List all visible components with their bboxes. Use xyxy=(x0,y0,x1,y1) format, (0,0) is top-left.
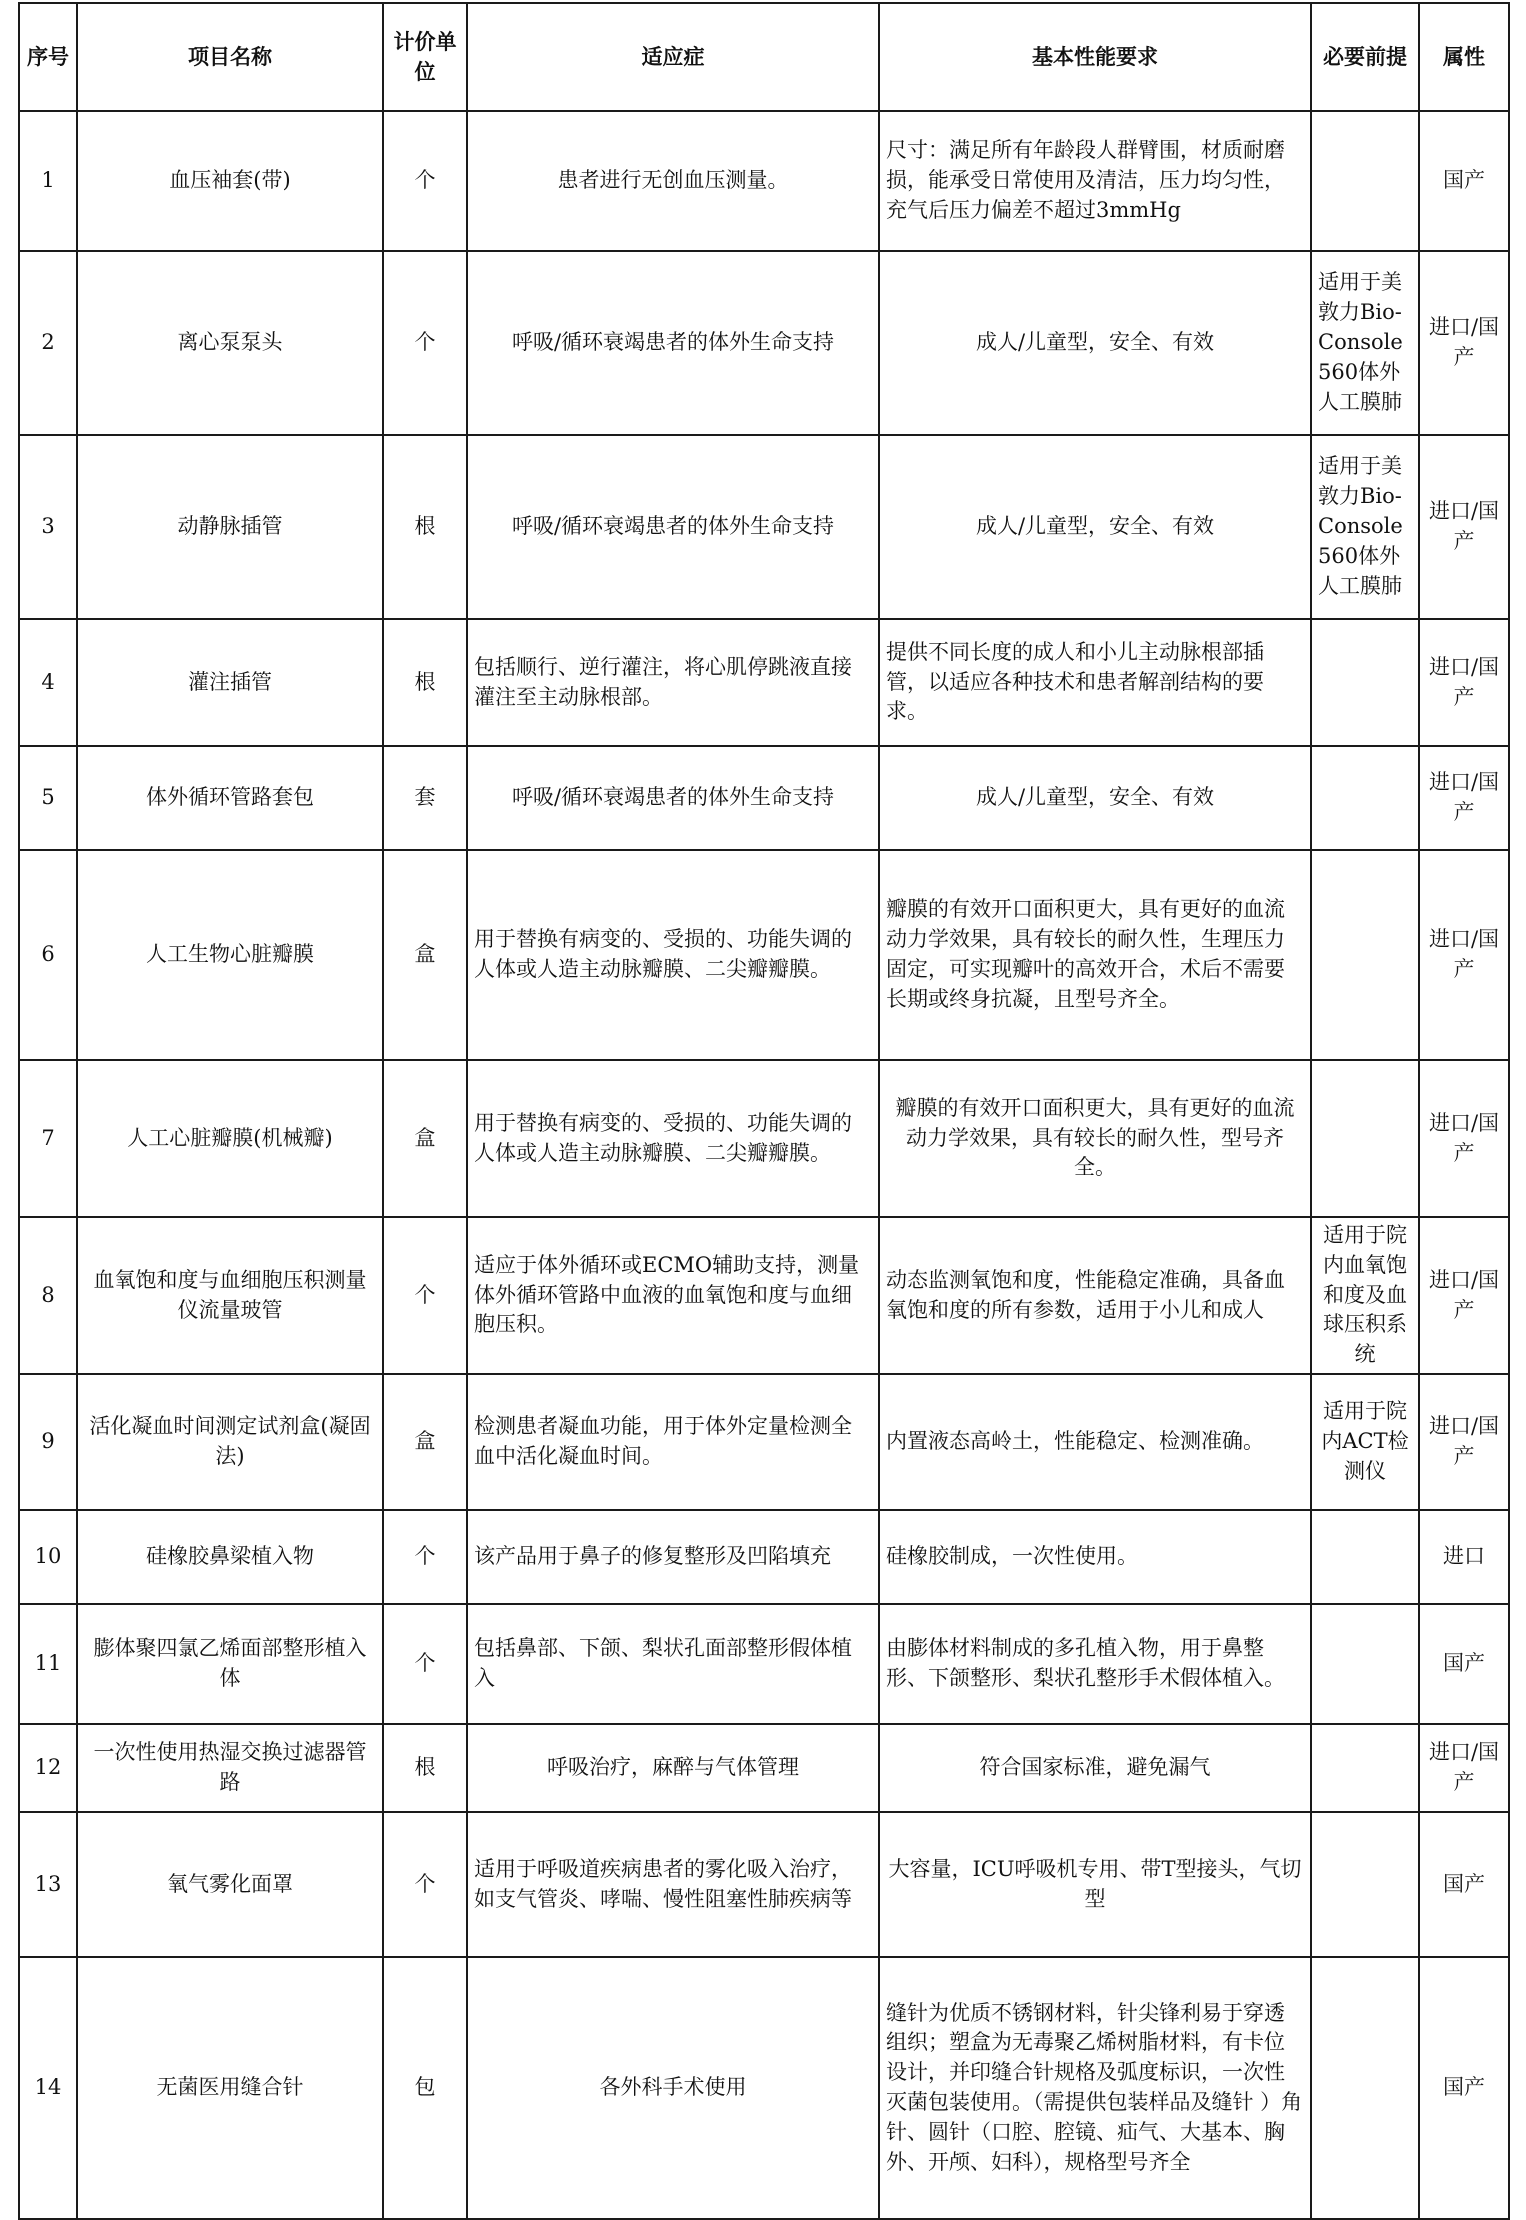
header-requirement: 基本性能要求 xyxy=(879,3,1311,111)
cell-requirement: 大容量，ICU呼吸机专用、带T型接头，气切型 xyxy=(879,1812,1311,1957)
cell-name: 灌注插管 xyxy=(77,619,383,746)
cell-attribute: 国产 xyxy=(1419,1604,1509,1724)
cell-name: 血氧饱和度与血细胞压积测量仪流量玻管 xyxy=(77,1217,383,1374)
cell-requirement: 成人/儿童型，安全、有效 xyxy=(879,435,1311,619)
cell-requirement: 成人/儿童型，安全、有效 xyxy=(879,251,1311,435)
cell-attribute: 进口/国产 xyxy=(1419,435,1509,619)
cell-attribute: 进口/国产 xyxy=(1419,1217,1509,1374)
cell-unit: 个 xyxy=(383,1217,467,1374)
cell-unit: 根 xyxy=(383,435,467,619)
cell-indication: 检测患者凝血功能，用于体外定量检测全血中活化凝血时间。 xyxy=(467,1374,879,1510)
cell-unit: 包 xyxy=(383,1957,467,2219)
cell-unit: 个 xyxy=(383,1812,467,1957)
cell-unit: 根 xyxy=(383,619,467,746)
cell-indication: 该产品用于鼻子的修复整形及凹陷填充 xyxy=(467,1510,879,1604)
cell-unit: 个 xyxy=(383,251,467,435)
cell-no: 3 xyxy=(19,435,77,619)
table-row xyxy=(19,1957,1509,2219)
cell-requirement: 由膨体材料制成的多孔植入物，用于鼻整形、下颌整形、梨状孔整形手术假体植入。 xyxy=(879,1604,1311,1724)
cell-attribute: 进口 xyxy=(1419,1510,1509,1604)
header-name: 项目名称 xyxy=(77,3,383,111)
cell-no: 12 xyxy=(19,1724,77,1812)
cell-indication: 适应于体外循环或ECMO辅助支持，测量体外循环管路中血液的血氧饱和度与血细胞压积。 xyxy=(467,1217,879,1374)
cell-no: 1 xyxy=(19,111,77,251)
cell-unit: 根 xyxy=(383,1724,467,1812)
cell-indication: 包括顺行、逆行灌注，将心肌停跳液直接灌注至主动脉根部。 xyxy=(467,619,879,746)
device-requirements-table xyxy=(18,2,1510,2220)
cell-unit: 套 xyxy=(383,746,467,850)
cell-attribute: 进口/国产 xyxy=(1419,850,1509,1060)
header-unit: 计价单位 xyxy=(383,3,467,111)
cell-name: 活化凝血时间测定试剂盒(凝固法) xyxy=(77,1374,383,1510)
cell-indication: 呼吸/循环衰竭患者的体外生命支持 xyxy=(467,251,879,435)
table-row xyxy=(19,746,1509,850)
header-attribute: 属性 xyxy=(1419,3,1509,111)
cell-indication: 各外科手术使用 xyxy=(467,1957,879,2219)
cell-attribute: 进口/国产 xyxy=(1419,619,1509,746)
cell-requirement: 动态监测氧饱和度，性能稳定准确，具备血氧饱和度的所有参数，适用于小儿和成人 xyxy=(879,1217,1311,1374)
cell-name: 体外循环管路套包 xyxy=(77,746,383,850)
cell-name: 氧气雾化面罩 xyxy=(77,1812,383,1957)
table-row xyxy=(19,619,1509,746)
cell-unit: 个 xyxy=(383,111,467,251)
cell-prerequisite xyxy=(1311,1957,1419,2219)
table-row xyxy=(19,1604,1509,1724)
cell-prerequisite: 适用于院内血氧饱和度及血球压积系统 xyxy=(1311,1217,1419,1374)
header-row xyxy=(19,3,1509,111)
cell-prerequisite xyxy=(1311,1060,1419,1217)
table-row xyxy=(19,1060,1509,1217)
cell-name: 硅橡胶鼻梁植入物 xyxy=(77,1510,383,1604)
cell-requirement: 尺寸：满足所有年龄段人群臂围，材质耐磨损，能承受日常使用及清洁，压力均匀性，充气后压力偏差不超过3mmHg xyxy=(879,111,1311,251)
cell-prerequisite xyxy=(1311,850,1419,1060)
cell-indication: 患者进行无创血压测量。 xyxy=(467,111,879,251)
cell-no: 10 xyxy=(19,1510,77,1604)
cell-indication: 用于替换有病变的、受损的、功能失调的人体或人造主动脉瓣膜、二尖瓣瓣膜。 xyxy=(467,1060,879,1217)
table-row xyxy=(19,1724,1509,1812)
cell-name: 人工心脏瓣膜(机械瓣) xyxy=(77,1060,383,1217)
table-row xyxy=(19,435,1509,619)
cell-unit: 盒 xyxy=(383,1374,467,1510)
cell-prerequisite: 适用于院内ACT检测仪 xyxy=(1311,1374,1419,1510)
cell-no: 5 xyxy=(19,746,77,850)
cell-name: 动静脉插管 xyxy=(77,435,383,619)
cell-indication: 适用于呼吸道疾病患者的雾化吸入治疗，如支气管炎、哮喘、慢性阻塞性肺疾病等 xyxy=(467,1812,879,1957)
cell-requirement: 缝针为优质不锈钢材料，针尖锋利易于穿透组织；塑盒为无毒聚乙烯树脂材料，有卡位设计，并印缝合针规格及弧度标识，一次性灭菌包装使用。（需提供包装样品及缝针 ）角针、圆针（口腔、腔镜、疝气、大基本、胸外、开颅、妇科），规格型号齐全 xyxy=(879,1957,1311,2219)
cell-name: 膨体聚四氯乙烯面部整形植入体 xyxy=(77,1604,383,1724)
cell-no: 7 xyxy=(19,1060,77,1217)
table-row xyxy=(19,1374,1509,1510)
cell-attribute: 国产 xyxy=(1419,111,1509,251)
cell-prerequisite xyxy=(1311,1510,1419,1604)
cell-name: 无菌医用缝合针 xyxy=(77,1957,383,2219)
cell-no: 13 xyxy=(19,1812,77,1957)
header-indication: 适应症 xyxy=(467,3,879,111)
table-row xyxy=(19,1510,1509,1604)
cell-requirement: 瓣膜的有效开口面积更大，具有更好的血流动力学效果，具有较长的耐久性，型号齐全。 xyxy=(879,1060,1311,1217)
cell-indication: 用于替换有病变的、受损的、功能失调的人体或人造主动脉瓣膜、二尖瓣瓣膜。 xyxy=(467,850,879,1060)
cell-prerequisite: 适用于美敦力Bio-Console560体外人工膜肺 xyxy=(1311,435,1419,619)
cell-no: 6 xyxy=(19,850,77,1060)
cell-indication: 呼吸/循环衰竭患者的体外生命支持 xyxy=(467,435,879,619)
cell-name: 一次性使用热湿交换过滤器管路 xyxy=(77,1724,383,1812)
cell-requirement: 提供不同长度的成人和小儿主动脉根部插管，以适应各种技术和患者解剖结构的要求。 xyxy=(879,619,1311,746)
cell-name: 人工生物心脏瓣膜 xyxy=(77,850,383,1060)
cell-unit: 个 xyxy=(383,1510,467,1604)
cell-unit: 盒 xyxy=(383,1060,467,1217)
cell-no: 4 xyxy=(19,619,77,746)
table-row xyxy=(19,850,1509,1060)
cell-prerequisite xyxy=(1311,746,1419,850)
cell-indication: 呼吸治疗，麻醉与气体管理 xyxy=(467,1724,879,1812)
cell-attribute: 进口/国产 xyxy=(1419,1374,1509,1510)
cell-prerequisite xyxy=(1311,1724,1419,1812)
cell-prerequisite xyxy=(1311,1812,1419,1957)
cell-unit: 盒 xyxy=(383,850,467,1060)
cell-name: 离心泵泵头 xyxy=(77,251,383,435)
cell-prerequisite: 适用于美敦力Bio-Console560体外人工膜肺 xyxy=(1311,251,1419,435)
cell-requirement: 符合国家标准，避免漏气 xyxy=(879,1724,1311,1812)
table-row xyxy=(19,1217,1509,1374)
cell-no: 9 xyxy=(19,1374,77,1510)
cell-requirement: 瓣膜的有效开口面积更大，具有更好的血流动力学效果，具有较长的耐久性，生理压力固定，可实现瓣叶的高效开合，术后不需要长期或终身抗凝，且型号齐全。 xyxy=(879,850,1311,1060)
cell-attribute: 进口/国产 xyxy=(1419,746,1509,850)
cell-requirement: 内置液态高岭土，性能稳定、检测准确。 xyxy=(879,1374,1311,1510)
header-prerequisite: 必要前提 xyxy=(1311,3,1419,111)
cell-name: 血压袖套(带) xyxy=(77,111,383,251)
header-no: 序号 xyxy=(19,3,77,111)
cell-no: 8 xyxy=(19,1217,77,1374)
cell-prerequisite xyxy=(1311,111,1419,251)
table-row xyxy=(19,111,1509,251)
cell-prerequisite xyxy=(1311,619,1419,746)
cell-requirement: 硅橡胶制成，一次性使用。 xyxy=(879,1510,1311,1604)
cell-unit: 个 xyxy=(383,1604,467,1724)
cell-indication: 呼吸/循环衰竭患者的体外生命支持 xyxy=(467,746,879,850)
cell-indication: 包括鼻部、下颌、梨状孔面部整形假体植入 xyxy=(467,1604,879,1724)
cell-attribute: 进口/国产 xyxy=(1419,251,1509,435)
cell-attribute: 进口/国产 xyxy=(1419,1060,1509,1217)
table-row xyxy=(19,1812,1509,1957)
cell-attribute: 国产 xyxy=(1419,1812,1509,1957)
cell-no: 14 xyxy=(19,1957,77,2219)
cell-no: 11 xyxy=(19,1604,77,1724)
table-row xyxy=(19,251,1509,435)
cell-prerequisite xyxy=(1311,1604,1419,1724)
cell-attribute: 进口/国产 xyxy=(1419,1724,1509,1812)
cell-no: 2 xyxy=(19,251,77,435)
cell-requirement: 成人/儿童型，安全、有效 xyxy=(879,746,1311,850)
cell-attribute: 国产 xyxy=(1419,1957,1509,2219)
